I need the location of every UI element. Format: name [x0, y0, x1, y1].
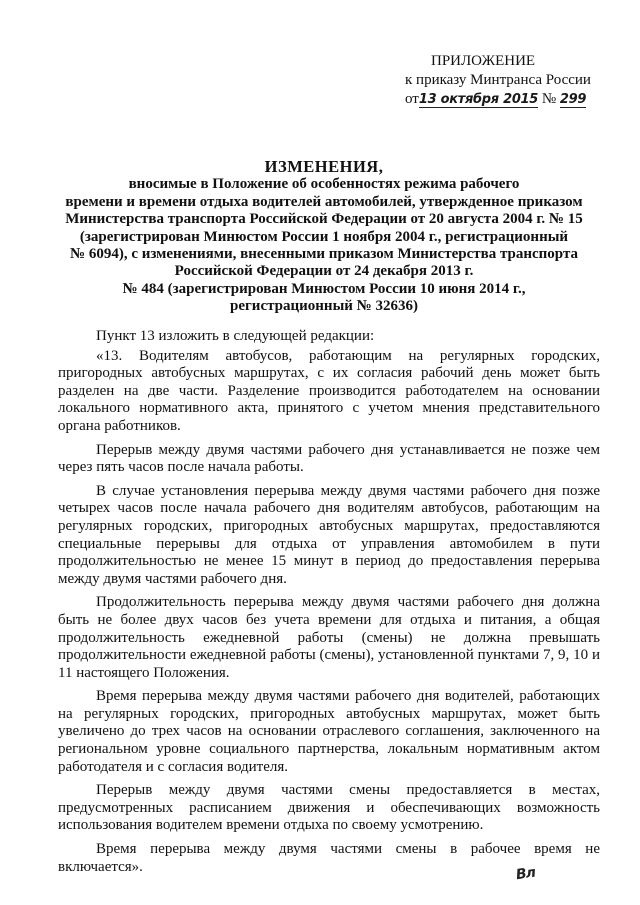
heading-line: регистрационный № 32636) [230, 298, 418, 315]
body-paragraph: Перерыв между двумя частями смены предоставляется в местах, предусмотренных расписанием движения и обеспечивающих возможность использования водителем времени отдыха по своему усмотрению. [58, 782, 600, 834]
body-paragraph: Перерыв между двумя частями рабочего дня устанавливается не позже чем через пять часов после начала работы. [58, 441, 600, 476]
document-body [58, 328, 600, 876]
appendix-title: ПРИЛОЖЕНИЕ [431, 53, 536, 69]
body-paragraph: Время перерыва между двумя частями смены в рабочее время не включается». [58, 841, 600, 875]
number-prefix: № [541, 91, 557, 107]
heading-line: Российской Федерации от 24 декабря 2013 г. [174, 263, 474, 280]
appendix-order-ref: к приказу Минтранса России [405, 72, 591, 88]
appendix-date-line [405, 90, 615, 109]
body-paragraph: «13. Водителям автобусов, работающим на регулярных городских, пригородных автобусных маршрутах, с их согласия рабочий день может быть разделен на две части. Разделение производится работодателем на основании локального нормативного акта, принятого с учетом мнения представительного органа работников. [58, 347, 600, 434]
appendix-block [405, 52, 615, 109]
body-paragraph: В случае установления перерыва между двумя частями рабочего дня позже четырех часов после начала рабочего дня водителям автобусов, работающим на регулярных городских, пригородных автобусных маршрутах, предоставляются специальные перерывы для отдыха от управления автомобилем в пути продолжительностью не менее 15 минут в период до предоставления перерыва между двумя частями рабочего дня. [58, 482, 600, 587]
document-heading [40, 158, 608, 316]
heading-title: ИЗМЕНЕНИЯ, [264, 157, 384, 176]
body-paragraph: Пункт 13 изложить в следующей редакции: [96, 328, 375, 344]
body-paragraph: Продолжительность перерыва между двумя частями рабочего дня должна быть не более двух часов без учета времени для отдыха и питания, а общая продолжительность ежедневной работы (смены) не должна превышать продолжительности ежедневной работы (смены), установленной пунктами 7, 9, 10 и 11 настоящего Положения. [58, 594, 600, 681]
heading-line: № 6094), с изменениями, внесенными приказом Министерства транспорта [70, 246, 578, 263]
date-prefix: от [405, 91, 419, 107]
heading-line: (зарегистрирован Минюстом России 1 ноября 2004 г., регистрационный [79, 228, 569, 245]
heading-line: вносимые в Положение об особенностях режима рабочего [128, 176, 520, 193]
heading-line: Министерства транспорта Российской Федерации от 20 августа 2004 г. № 15 [65, 211, 583, 228]
heading-line: № 484 (зарегистрирован Минюстом России 10 июня 2014 г., [122, 280, 526, 297]
handwritten-initials: Вл [514, 864, 536, 884]
handwritten-number: 299 [559, 92, 587, 107]
handwritten-date: 13 октября 2015 [418, 92, 539, 107]
heading-line: времени и времени отдыха водителей автомобилей, утвержденное приказом [65, 193, 583, 210]
body-paragraph: Время перерыва между двумя частями рабочего дня водителей, работающих на регулярных городских, пригородных автобусных маршрутах, может быть увеличено до трех часов на основании отраслевого соглашения, заключенного на региональном уровне социального партнерства, локальным нормативным актом работодателя и с согласия водителя. [58, 688, 600, 775]
